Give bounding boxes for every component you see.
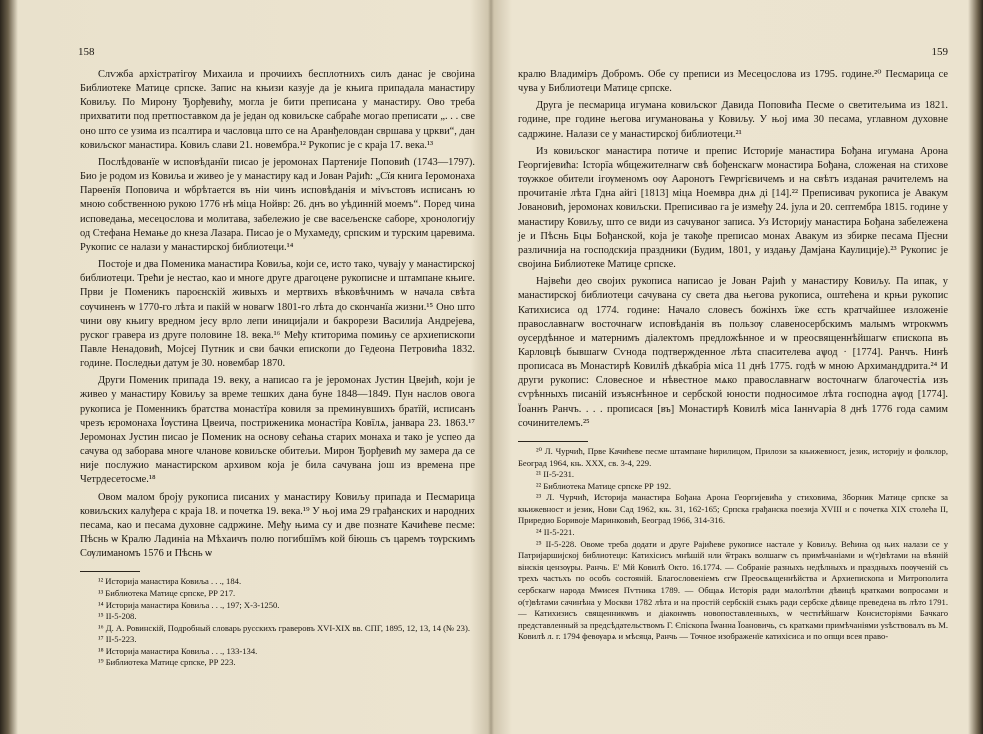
paragraph: Слѵжба архістратігѹ Михаила и прочиихъ бесплотнихъ силъ данас је својина Библиотеке Матице српске. Запис на књизи казује да је књига припадала манастиру Ковиљу. По Мирону Ђорђевићу, могла је бити преписана у манастиру. Ово треба прихватити под претпоставком да је један од ковиљске сабраће могао преписати „. . . све оно што се узима из псалтира и часловца што се на Аранђеловдан свршава у цркви“, дан ковиљског манастира. Ковиљ слави 21. новембра.¹² Рукопис је с краја 17. века.¹³ [80,69,475,151]
paragraph: Други Поменик припада 19. веку, а написао га је јеромонах Јустин Цвејић, који је живео у манастиру Ковиљу за време тешких дана буне 1848—1849. Пун наслов овога рукописа је Поменникъ братства монастїра ковиля за преминувшихъ братїй, исписанъ чрезъ ѥромонаха Їѹстина Цвеича, постриженика монастїра Ковїлѧ, јанвара 23. 1863.¹⁷ Јеромонах Јустин писао је Поменик на основу сећања старих монаха и тако је успео да сачува од заборава многе чланове ковиљске обитељи. Мирон Ђорђевић му замера да се није послужио манастирском архивом која је била сачувана још из времена пре Четрдесетосме.¹⁸ [80,375,475,486]
footnote: ¹⁷ II-5-223. [98,634,137,645]
footnote: ¹³ Библиотека Матице српске, РР 217. [98,587,236,598]
paragraph: Друга је песмарица игумана ковиљског Давида Поповића Песме о светитељима из 1821. године, пре године његова игумановања у Ковиљу. У њој има 30 песама, углавном духовне садржине. Налази се у манастирској библиотеци.²¹ [518,100,948,140]
left-page [20,0,480,734]
footnote: ¹⁹ Библиотека Матице српске, РР 223. [98,657,236,668]
paragraph: Највећи део својих рукописа написао је Јован Рајић у манастиру Ковиљу. Па ипак, у манастирској библиотеци сачувана су света два његова рукописа, оштећена и крњи рукопис Катихисиса од 1774. године: Начало словесъ божінхъ їже єсть кратчайшее изложеніе православнагѡ восточнагѡ исповѣданія въ пользѹ славеносербскимъ малымъ ѡтрокѡмъ оусердѣнное и матернимъ діалектомъ предложѣнное и ѡ преосвященнѣйшагѡ єпископа въ Карловцѣ бывшагѡ Сѵнода подтвержденное лѣта спасителева аѱод · [1774]. Ранчъ. Нинѣ прописаса въ Монастирѣ Ковиліѣ дѣкабріа міса 11 днѣ 1775. годѣ ѡ мною Архиманддрита.²⁴ И други рукопис: Словесное и нѣвестное мѧко православнагѡ восточнагѡ благочестіѧ изъ сѵрѣнныхъ писаній изъяснѣнное и сербской юности подносимое лѣта господна аѱод [1774]. Їоаннъ Ранчъ. . . . прописася [въ] Монастирѣ Ковилѣ міса Іаннѵаріа 8 днѣ 1776 года самим сочинителемъ.²⁵ [518,276,948,429]
footnotes [80,576,475,669]
footnote: ¹⁸ Историја манастира Ковиља . . ., 133-134. [98,645,258,656]
paragraph: кралю Владиміръ Добромъ. Обе су преписи из Месецослова из 1795. године.²⁰ Песмарица се чува у Библиотеци Матице српске. [518,69,948,95]
page-number: 159 [931,46,948,58]
paragraph: Овом малом броју рукописа писаних у манастиру Ковиљу припада и Песмарица ковиљских калуђера с краја 18. и почетка 19. века.¹⁹ У њој има 29 грађанских и народних песама, као и песама духовне садржине. Међу њима су и две познате Качићеве песме: Пѣснь ѡ Кралю Ладиніа на Мѣхаичъ полю погибшїмъ кой біюшь съ царемъ тѹрскимъ Сѹлиманомъ 1576 и Пѣснь ѡ [80,491,475,560]
page-number: 158 [78,46,95,58]
footnote: ²³ Л. Чурчић, Историја манастира Бођана Арона Георгијевића у стиховима, Зборник Матице српске за књижевност и језик, Нови Сад 1962, књ. 31, 162-165; Српска грађанска поезија XVIII и с почетка XIX столећа II, Приредио Боривоје Маринковић, Београд 1966, 314-316. [518,492,948,526]
paragraph: Из ковиљског манастира потиче и препис Историје манастира Бођана игумана Арона Георгијевића: Історїа ѡбщежителнагѡ свѣ бођенскагѡ монастира Бођана, сложеная на стихове тѹжкое обители ігѹменомъ оѹ Ааронотъ Геѡргієвичемъ и на свѣтъ изданая рачителемъ на прочитаніе лѣта Гдна айгі [1813] міца Ноемвра днѧ ді [14].²² Преписивач рукописа је Авакум Јовановић, јеромонах ковиљски. Преписивао га је између 24. јула и 20. септембра 1815. године у манастиру Ковиљу, што се види из сачуваног записа. Уз Историју манастира Бођана забележена је и Пѣснь Бцы Бођанской, која је такође преписао монах Авакум из збирке песама Пјесни различнија на господскија праздники (Будим, 1801, у издању Дамјана Каулиције).²³ Рукопис је својина Библиотеке Матице српске. [518,145,948,271]
right-page [506,0,968,734]
footnote: ²¹ II-5-231. [536,469,575,480]
footnotes [518,446,948,643]
footnote: ²⁰ Л. Чурчић, Прве Качићеве песме штампане ћирилицом, Прилози за књижевност, језик, историју и фолклор, Београд 1964, књ. XXX, св. 3-4, 229. [518,445,948,468]
footnote: ²⁵ II-5-228. Овоме треба додати и друге Рајићеве рукописе настале у Ковиљу. Већина од њих налази се у Патријаршијској библиотеци: Катихісисъ мнѣшій нли ѿтракъ волшагѡ съ примѣчаніами и ѡ(т)вѣтами на вѣяній вінскія цензѹры. Ранчь. Е' Мй Ковилѣ Окто. 16.1774. — Собраніе разныхъ недѣлныхъ и праздныхъ поѹченій съ трехъ частьхъ по особъ состояній. Благословеніемъ єгѡ Преосвѧщеннѣйства и Архиепископа и Митрополита сербскагѡ народа Мѡисея Пѵтника 1789. — Общаѧ Исторія ради малолѣтни дѣвицѣ кратками вопросами и о(т)вѣтами сачинѣна у Москви 1782 лѣта и на простій сербскій єзыкъ ради сербске дѣвице преведена въ лѣто 1791. — Катихизисъ священникѡвъ и діаконѡвъ новопоставленныхъ, ѡ честнѣйшагѡ Консисторіями Бачкаго представленный за предсѣдательствомъ Г. Єпіскопа Їѡанна Їоановичь, съ кратками примѣчаніями уѕѣствовалъ въ М. Ковилѣ л. г. 1794 февѹарѧ и мѣсяца, Ранчь — Точное изображенїе катихісиса и по опщи всея право- [518,538,948,642]
footnote-divider [518,441,588,442]
footnote-divider [80,571,140,572]
right-page-body [518,68,948,643]
footnote: ¹⁴ Историја манастира Ковиља . . ., 197; Х-3-1250. [98,599,280,610]
footnote: ¹⁶ Д. А. Ровинскій, Подробный словарь русскихъ граверовъ XVI-XIX вв. СПГ, 1895, 12, 13, 14 (№ 23). [98,622,470,633]
left-page-body [80,68,475,669]
footnote: ²² Библиотека Матице српске РР 192. [536,480,671,491]
footnote: ²⁴ II-5-221. [536,527,575,538]
paragraph: Послѣдованїе ѡ исповѣданїи писао је јеромонах Партеније Поповић (1743—1797). Био је родом из Ковиља и живео је у манастиру кад и Јован Рајић: „Сїя книга Іеромонаха Парѳенїя Поповича и ѡбрѣтается въ ніи чинъ исповѣданія и міѵьстовъ исписанъ ю мною собственною рукою 1776 нѣ міца Нойвр: 26. днъ во уѣдинній моемъ“. Поред чина исповедања, месецослова и молитава, забележио је све васељенске саборе, хронологију од Стефана Немање до кнеза Лазара. Писао је о Мухамеду, српским и турским царевима. Рукопис се налази у манастирској библиотеци.¹⁴ [80,156,475,253]
footnote: ¹² Историја манастира Ковиља . . ., 184. [98,576,242,587]
paragraph: Постоје и два Поменика манастира Ковиља, који се, исто тако, чувају у манастирској библиотеци. Трећи је нестао, као и многе друге драгоцене рукописне и штампане књиге. Први је Поменикъ пароєнскій живыхъ и мертвихъ вѣковѣчнимъ ѡ начала свѣта сѹчиненъ ѡ 1770-го лѣта и пакій ѡ новагѡ 1801-го лѣта до скончанїа жизни.¹⁵ Оно што чини ову књигу вредном јесу врло лепи иницијали и бакрорези Василија Андрејева, руског гравера из друге половине 18. века.¹⁶ Међу ктиторима помињу се архиепископи Павле Ненадовић, Мојсеј Путник и сви бачки епископи до Гедеона Петровића 1832. године. Последњи датум је 30. новембар 1870. [80,259,475,370]
footnote: ¹⁵ II-5-208. [98,611,137,622]
